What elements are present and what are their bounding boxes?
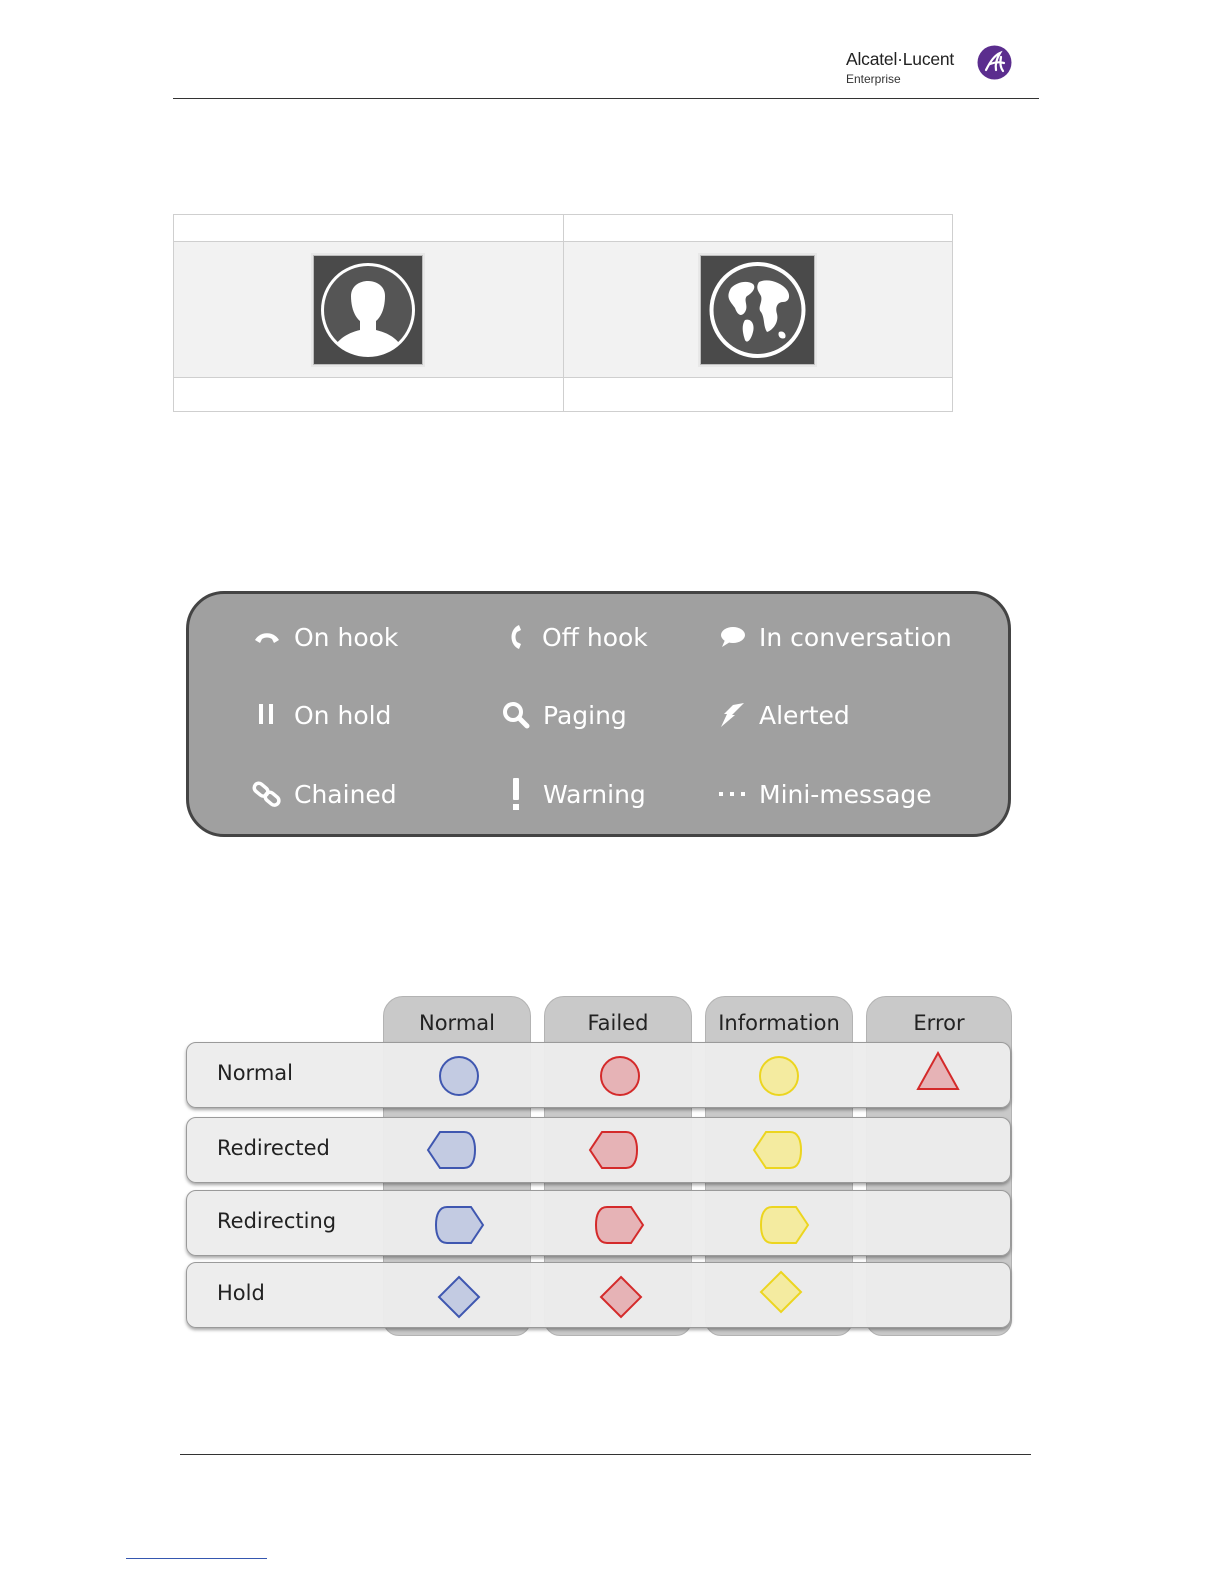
status-paging	[496, 695, 627, 735]
column-normal	[383, 996, 531, 1336]
redirecting-failed-shape-icon	[593, 1203, 645, 1247]
table-cell	[563, 215, 953, 242]
column-information	[705, 996, 853, 1336]
row-redirected	[186, 1117, 1011, 1183]
brand-subtitle: Enterprise	[846, 72, 901, 86]
status-label: In conversation	[759, 622, 952, 652]
normal-failed-circle-icon	[598, 1054, 642, 1098]
avatar-table	[173, 214, 953, 412]
status-on-hook	[247, 617, 398, 657]
redirected-failed-shape-icon	[588, 1128, 640, 1172]
row-label: Hold	[217, 1281, 265, 1305]
row-hold	[186, 1262, 1011, 1328]
phone-status-legend	[186, 591, 1011, 837]
status-label: Off hook	[542, 622, 648, 652]
table-cell	[174, 378, 564, 412]
status-mini-message	[712, 774, 932, 814]
footer-link-underline[interactable]	[126, 1558, 267, 1559]
column-header: Failed	[587, 1011, 649, 1035]
handset-on-hook-icon	[247, 617, 287, 657]
column-header: Normal	[419, 1011, 495, 1035]
person-silhouette-icon	[313, 255, 423, 365]
table-cell	[563, 242, 953, 378]
status-in-conversation	[712, 617, 952, 657]
column-failed	[544, 996, 692, 1336]
status-warning	[496, 774, 646, 814]
column-error	[866, 996, 1012, 1336]
status-chained	[247, 774, 397, 814]
table-row	[174, 378, 953, 412]
handset-off-hook-icon	[495, 617, 535, 657]
ellipsis-icon	[712, 774, 752, 814]
speech-bubble-icon	[712, 617, 752, 657]
header-rule	[173, 98, 1039, 99]
column-header: Error	[913, 1011, 965, 1035]
row-normal	[186, 1042, 1011, 1108]
globe-icon	[700, 255, 815, 365]
row-label: Normal	[217, 1061, 293, 1085]
status-label: Chained	[294, 779, 397, 809]
magnifier-icon	[496, 695, 536, 735]
normal-normal-circle-icon	[437, 1054, 481, 1098]
status-label: Paging	[543, 700, 627, 730]
status-off-hook	[495, 617, 648, 657]
table-row	[174, 215, 953, 242]
lightning-icon	[712, 695, 752, 735]
status-label: Warning	[543, 779, 646, 809]
hold-information-diamond-icon	[759, 1270, 803, 1314]
redirected-normal-shape-icon	[426, 1128, 478, 1172]
footer-rule	[180, 1454, 1031, 1455]
normal-error-triangle-icon	[915, 1050, 961, 1092]
normal-information-circle-icon	[757, 1054, 801, 1098]
status-alerted	[712, 695, 850, 735]
status-label: On hold	[294, 700, 392, 730]
redirecting-normal-shape-icon	[433, 1203, 485, 1247]
table-cell	[174, 242, 564, 378]
row-redirecting	[186, 1190, 1011, 1256]
status-label: On hook	[294, 622, 399, 652]
brand-name: Alcatel·Lucent	[846, 49, 955, 69]
chain-link-icon	[247, 774, 287, 814]
table-cell	[563, 378, 953, 412]
status-on-hold	[247, 695, 391, 735]
row-label: Redirected	[217, 1136, 330, 1160]
company-logo	[846, 45, 1016, 89]
status-label: Mini-message	[759, 779, 932, 809]
row-label: Redirecting	[217, 1209, 337, 1233]
redirecting-information-shape-icon	[758, 1203, 810, 1247]
status-label: Alerted	[759, 700, 850, 730]
column-header: Information	[718, 1011, 840, 1035]
exclamation-icon	[496, 774, 536, 814]
pause-icon	[247, 695, 287, 735]
table-row	[174, 242, 953, 378]
table-cell	[174, 215, 564, 242]
hold-failed-diamond-icon	[599, 1275, 643, 1319]
hold-normal-diamond-icon	[437, 1275, 481, 1319]
brand-emblem-icon	[977, 45, 1012, 80]
redirected-information-shape-icon	[752, 1128, 804, 1172]
